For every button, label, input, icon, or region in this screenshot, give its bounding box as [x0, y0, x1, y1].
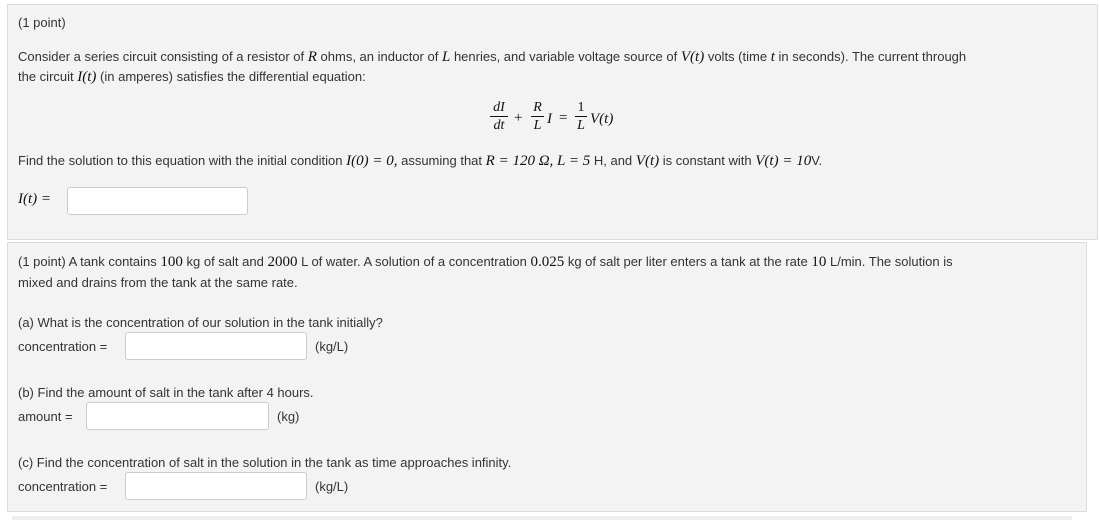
fraction-1-L: 1 L — [575, 100, 587, 133]
problem-2-line-1: (1 point) A tank contains 100 kg of salt and 2000 L of water. A solution of a concentration 0.025 kg of salt per liter enters a tank at the rate 10 L/min. The solution is — [18, 254, 953, 270]
amount-input[interactable] — [86, 402, 269, 430]
question-a: (a) What is the concentration of our solution in the tank initially? — [18, 315, 383, 330]
fraction-dI-dt: dI dt — [490, 100, 508, 133]
answer-label-I-t: I(t) = — [18, 191, 52, 207]
question-a-unit: (kg/L) — [315, 339, 349, 354]
question-a-label: concentration = — [18, 339, 108, 354]
fraction-R-L: R L — [531, 100, 544, 133]
voltage-symbol: V(t) — [590, 111, 614, 127]
question-c-unit: (kg/L) — [315, 479, 349, 494]
question-b: (b) Find the amount of salt in the tank after 4 hours. — [18, 385, 314, 400]
answer-input-I-t[interactable] — [67, 187, 248, 215]
question-c-label: concentration = — [18, 479, 108, 494]
concentration-limit-input[interactable] — [125, 472, 307, 500]
current-symbol: I — [547, 111, 552, 127]
problem-1-find-line: Find the solution to this equation with the initial condition I(0) = 0, assuming that R = 120 Ω, L = 5 H, and V(t) is constant with V(t) = 10V. — [18, 153, 823, 169]
plus-sign: + — [514, 110, 523, 126]
next-panel-edge — [12, 516, 1072, 520]
problem-1-line-1: Consider a series circuit consisting of a resistor of R ohms, an inductor of L henries, and variable voltage source of V(t) volts (time t in seconds). The current through — [18, 49, 967, 65]
question-c: (c) Find the concentration of salt in the solution in the tank as time approaches infinity. — [18, 455, 512, 470]
question-b-unit: (kg) — [277, 409, 300, 424]
problem-1-points: (1 point) — [18, 15, 66, 30]
question-b-label: amount = — [18, 409, 73, 424]
equals-sign: = — [559, 110, 568, 126]
problem-1-line-2: the circuit I(t) (in amperes) satisfies the differential equation: — [18, 69, 366, 85]
problem-2-line-2: mixed and drains from the tank at the same rate. — [18, 275, 298, 290]
concentration-initial-input[interactable] — [125, 332, 307, 360]
